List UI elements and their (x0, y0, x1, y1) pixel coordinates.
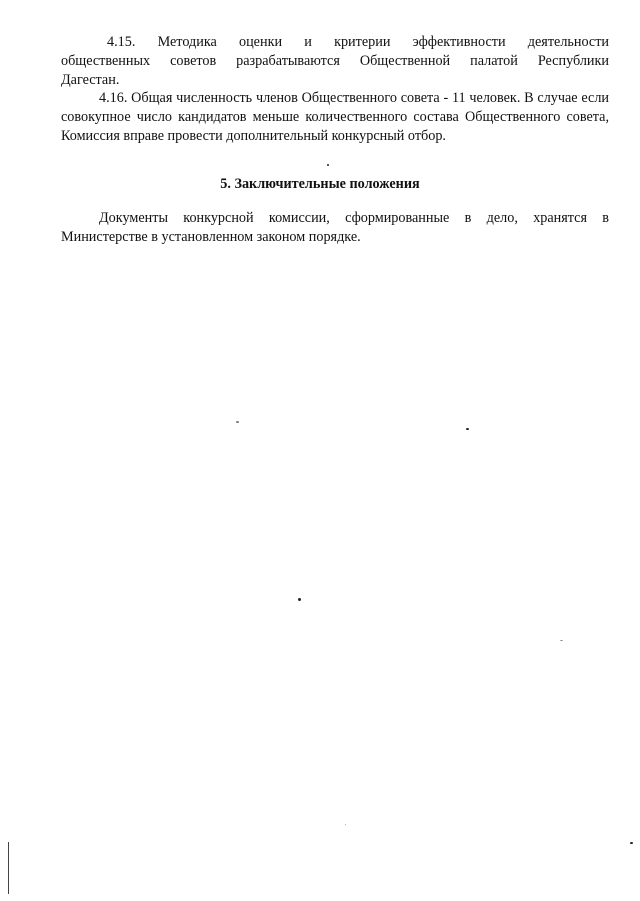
section-5-heading: 5. Заключительные положения (220, 176, 420, 192)
scan-speck (236, 421, 239, 423)
section-5-paragraph: Документы конкурсной комиссии, сформированные в дело, хранятся в Министерстве в установленном законом порядке. (61, 210, 609, 245)
scan-speck (327, 164, 329, 166)
scan-speck (298, 598, 301, 601)
scan-speck (345, 824, 346, 825)
scan-speck (560, 640, 563, 641)
scan-edge-line (8, 842, 9, 894)
scan-speck (630, 842, 633, 844)
paragraph-4-15: 4.15. Методика оценки и критерии эффективности деятельности общественных советов разрабатываются Общественной палатой Республики Дагестан. (61, 34, 609, 88)
scan-speck (466, 428, 469, 430)
paragraph-4-16: 4.16. Общая численность членов Общественного совета - 11 человек. В случае если совокупное число кандидатов меньше количественного состава Общественного совета, Комиссия вправе провести дополнительный конкурсный отбор. (61, 90, 609, 144)
